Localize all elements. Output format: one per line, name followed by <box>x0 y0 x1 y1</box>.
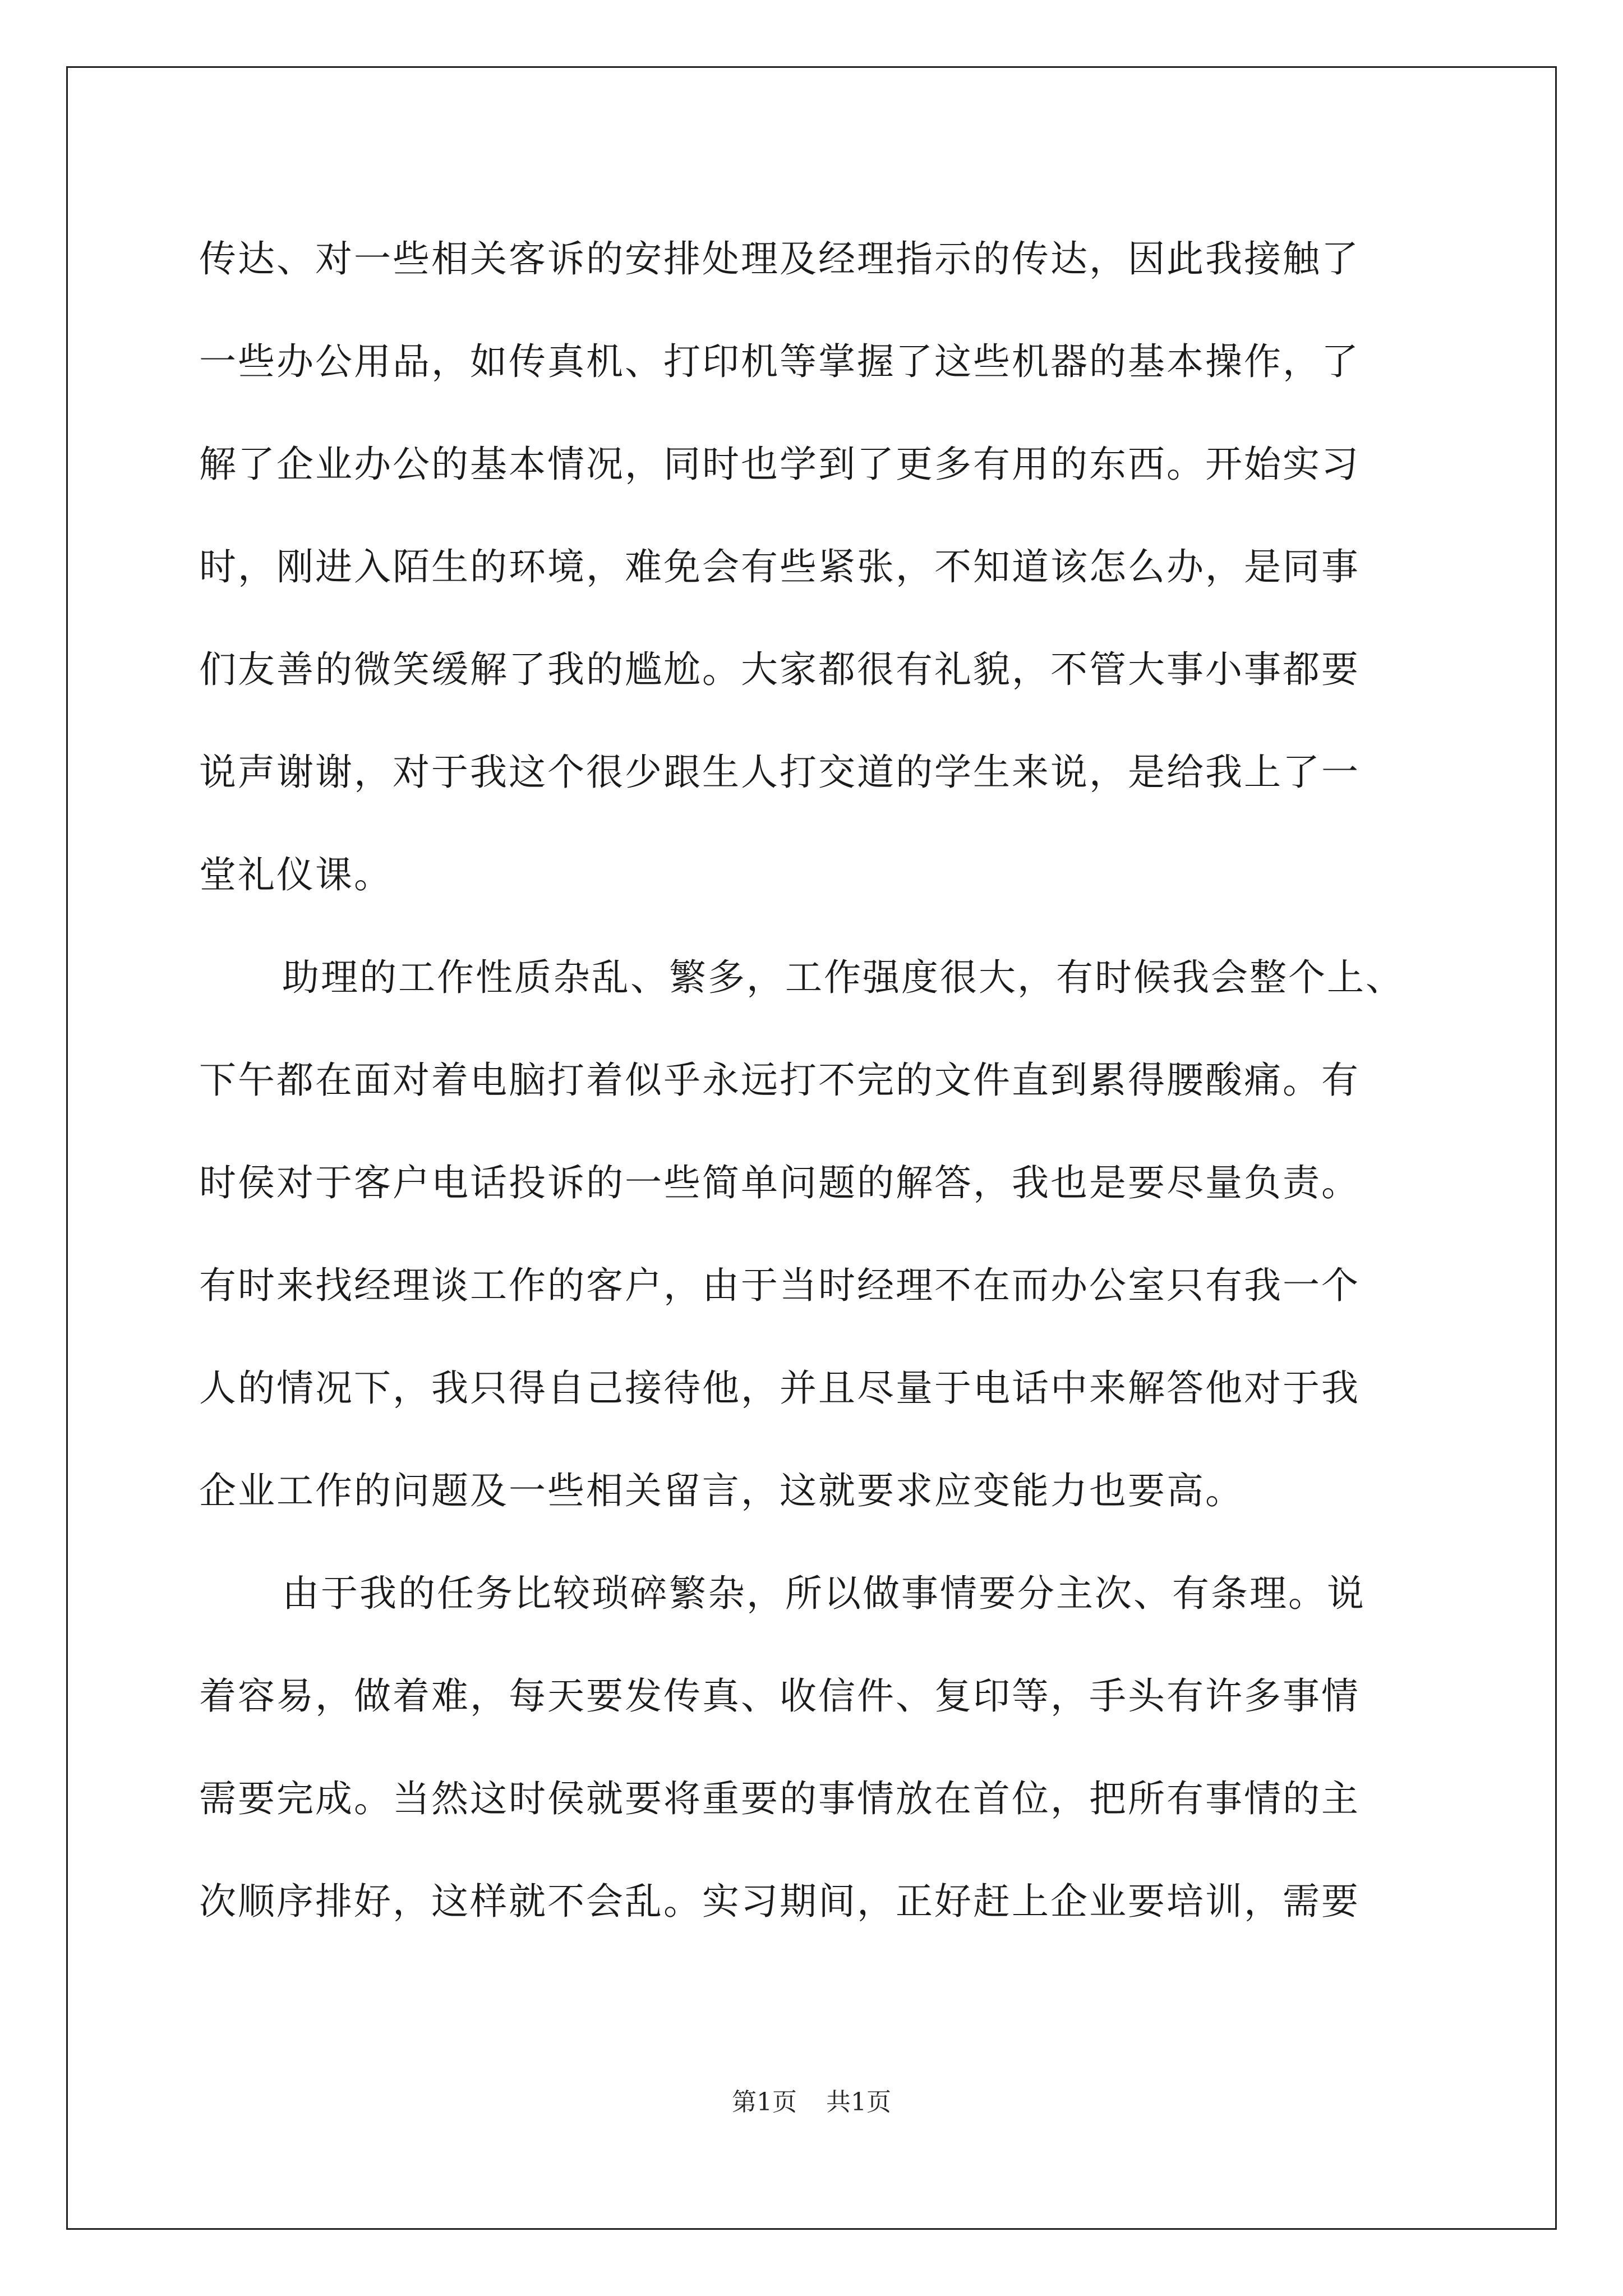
text-line: 说声谢谢，对于我这个很少跟生人打交道的学生来说，是给我上了一 <box>199 751 1360 794</box>
text-line: 们友善的微笑缓解了我的尴尬。大家都很有礼貌，不管大事小事都要 <box>199 648 1360 691</box>
text-line: 时侯对于客户电话投诉的一些简单问题的解答，我也是要尽量负责。 <box>199 1161 1360 1204</box>
text-line: 有时来找经理谈工作的客户，由于当时经理不在而办公室只有我一个 <box>199 1264 1360 1307</box>
text-line: 企业工作的问题及一些相关留言，这就要求应变能力也要高。 <box>199 1469 1244 1512</box>
text-line: 着容易，做着难，每天要发传真、收信件、复印等，手头有许多事情 <box>199 1674 1360 1718</box>
page-total: 共1页 <box>826 2088 891 2116</box>
page-number: 第1页 <box>732 2088 797 2116</box>
text-line: 人的情况下，我只得自己接待他，并且尽量于电话中来解答他对于我 <box>199 1366 1360 1410</box>
text-line: 次顺序排好，这样就不会乱。实习期间，正好赶上企业要培训，需要 <box>199 1880 1360 1923</box>
text-line: 解了企业办公的基本情况，同时也学到了更多有用的东西。开始实习 <box>199 443 1360 486</box>
paragraph-3 <box>199 1542 1433 1953</box>
text-line: 助理的工作性质杂乱、繁多，工作强度很大，有时候我会整个上、 <box>282 956 1404 999</box>
text-line: 堂礼仪课。 <box>199 853 393 896</box>
text-line: 一些办公用品，如传真机、打印机等掌握了这些机器的基本操作，了 <box>199 340 1360 383</box>
document-body <box>199 208 1433 1953</box>
page-footer <box>0 2086 1623 2119</box>
text-line: 由于我的任务比较琐碎繁杂，所以做事情要分主次、有条理。说 <box>282 1572 1366 1615</box>
text-line: 下午都在面对着电脑打着似乎永远打不完的文件直到累得腰酸痛。有 <box>199 1059 1360 1102</box>
text-line: 传达、对一些相关客诉的安排处理及经理指示的传达，因此我接触了 <box>199 237 1360 280</box>
paragraph-1 <box>199 208 1433 926</box>
paragraph-2 <box>199 926 1433 1542</box>
text-line: 需要完成。当然这时侯就要将重要的事情放在首位，把所有事情的主 <box>199 1777 1360 1820</box>
text-line: 时，刚进入陌生的环境，难免会有些紧张，不知道该怎么办，是同事 <box>199 545 1360 588</box>
